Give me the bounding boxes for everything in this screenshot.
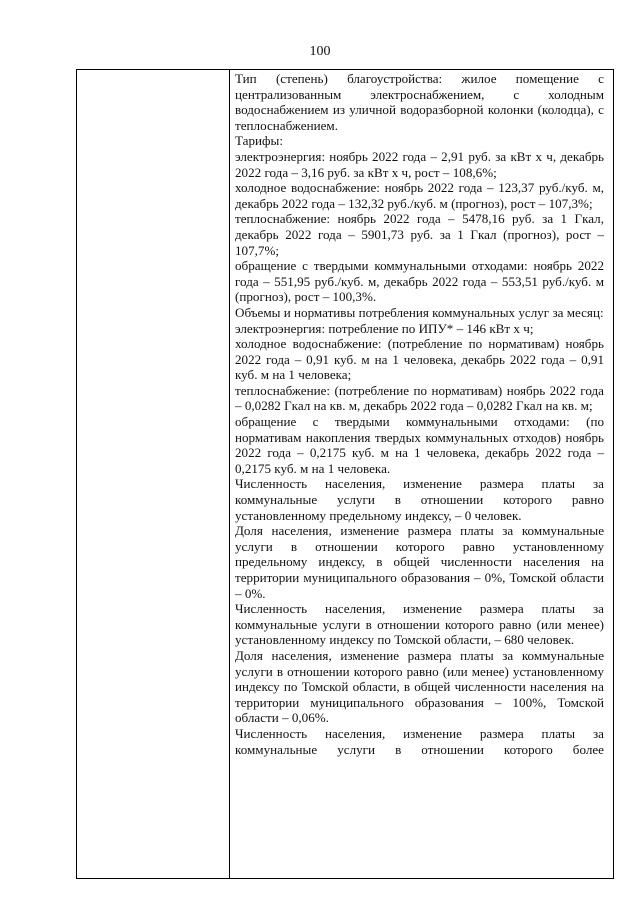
paragraph-amenities: Тип (степень) благоустройства: жилое помещение с централизованным электроснабжением, с холодным водоснабжением из уличной водоразборной колонки (колодца), с теплоснабжением. xyxy=(235,71,604,133)
paragraph-tariff-cold-water: холодное водоснабжение: ноябрь 2022 года – 123,37 руб./куб. м, декабрь 2022 года – 132,32 руб./куб. м (прогноз), рост – 107,3%; xyxy=(235,180,604,211)
table-right-column xyxy=(230,70,613,878)
document-table xyxy=(76,69,614,879)
paragraph-tariff-heating: теплоснабжение: ноябрь 2022 года – 5478,16 руб. за 1 Гкал, декабрь 2022 года – 5901,73 руб. за 1 Гкал (прогноз), рост – 107,7%; xyxy=(235,211,604,258)
paragraph-tariffs-heading: Тарифы: xyxy=(235,133,283,149)
paragraph-tariff-waste: обращение с твердыми коммунальными отходами: ноябрь 2022 года – 551,95 руб./куб. м, декабрь 2022 года – 553,51 руб./куб. м (прогноз), рост – 100,3%. xyxy=(235,258,604,305)
paragraph-volumes-heading: Объемы и нормативы потребления коммунальных услуг за месяц: xyxy=(235,304,604,320)
paragraph-population-index-share: Доля населения, изменение размера платы за коммунальные услуги в отношении которого равно (или менее) установленному индексу по Томской области, в общей численности населения на территории муниципального образования – 100%, Томской области – 0,06%. xyxy=(235,647,604,726)
paragraph-population-above-count: Численность населения, изменение размера платы за коммунальные услуги в отношении которого более xyxy=(235,725,604,757)
paragraph-population-index-count: Численность населения, изменение размера платы за коммунальные услуги в отношении которого равно (или менее) установленному индексу по Томской области, – 680 человек. xyxy=(235,601,604,648)
paragraph-population-limit-count: Численность населения, изменение размера платы за коммунальные услуги в отношении которого равно установленному предельному индексу, – 0 человек. xyxy=(235,476,604,523)
paragraph-volume-cold-water: холодное водоснабжение: (потребление по нормативам) ноябрь 2022 года – 0,91 куб. м на 1 человека, декабрь 2022 года – 0,91 куб. м на 1 человека; xyxy=(235,336,604,383)
paragraph-volume-electricity: электроэнергия: потребление по ИПУ* – 146 кВт х ч; xyxy=(235,320,534,336)
table-left-column xyxy=(77,70,230,878)
page-number: 100 xyxy=(309,44,331,59)
paragraph-population-limit-share: Доля населения, изменение размера платы за коммунальные услуги в отношении которого равно установленному предельному индексу, в общей численности населения на территории муниципального образования – 0%, Томской области – 0%. xyxy=(235,523,604,601)
paragraph-volume-heating: теплоснабжение: (потребление по нормативам) ноябрь 2022 года – 0,0282 Гкал на кв. м, декабрь 2022 года – 0,0282 Гкал на кв. м; xyxy=(235,382,604,414)
paragraph-volume-waste: обращение с твердыми коммунальными отходами: (по нормативам накопления твердых коммунальных отходов) ноябрь 2022 года – 0,2175 куб. м на 1 человека, декабрь 2022 года – 0,2175 куб. м на 1 человека. xyxy=(235,414,604,476)
paragraph-tariff-electricity: электроэнергия: ноябрь 2022 года – 2,91 руб. за кВт х ч, декабрь 2022 года – 3,16 руб. за кВт х ч, рост – 108,6%; xyxy=(235,148,604,180)
